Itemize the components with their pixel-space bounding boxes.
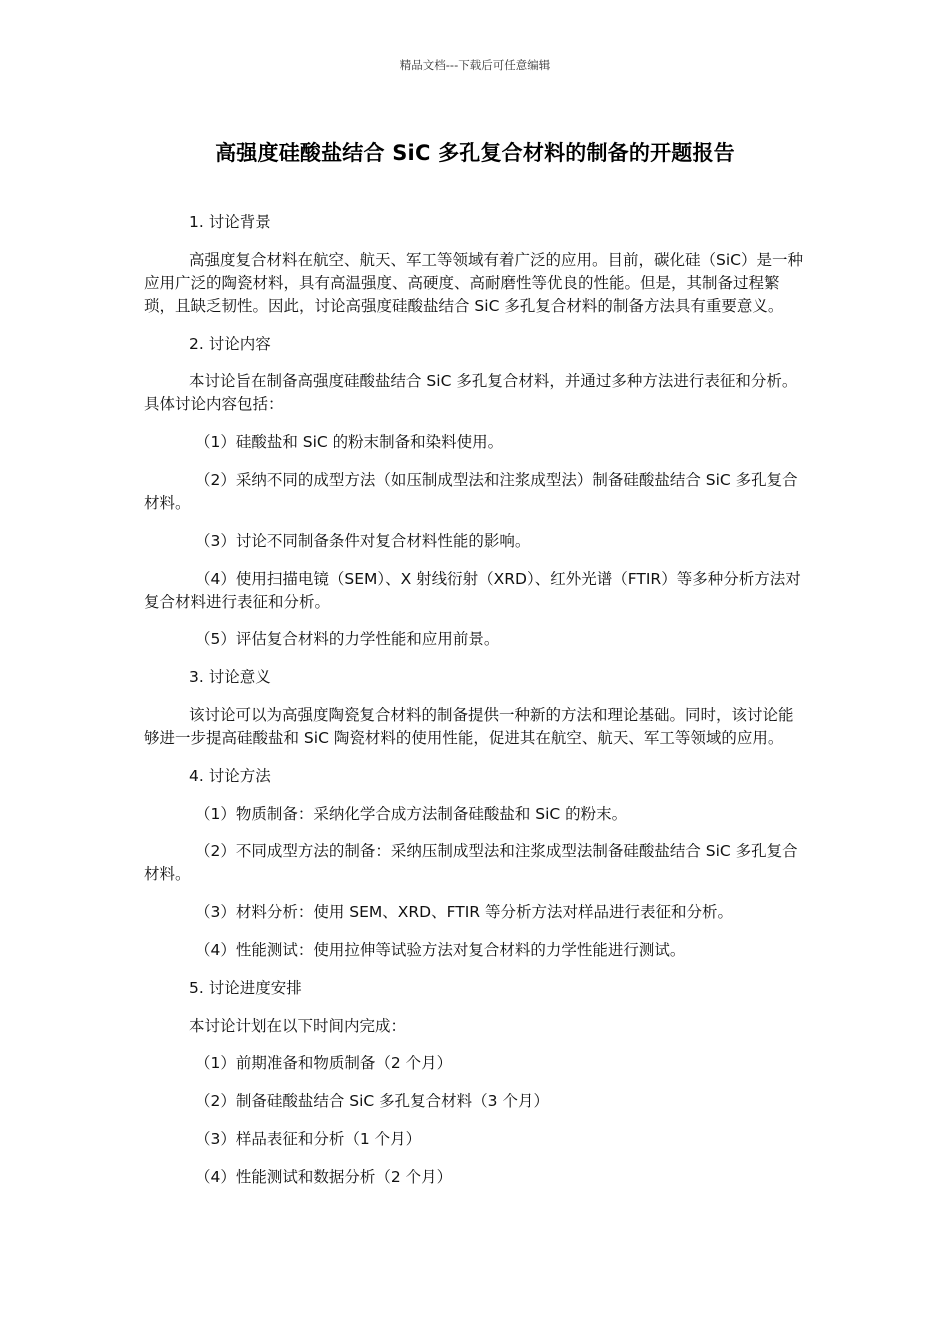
content-paragraph: 本讨论旨在制备高强度硅酸盐结合 SiC 多孔复合材料，并通过多种方法进行表征和分析。具体讨论内容包括： [144, 372, 798, 414]
methods-list-item: （4）性能测试：使用拉伸等试验方法对复合材料的力学性能进行测试。 [195, 940, 686, 959]
methods-list-item: （1）物质制备：采纳化学合成方法制备硅酸盐和 SiC 的粉末。 [195, 804, 628, 823]
background-paragraph: 高强度复合材料在航空、航天、军工等领域有着广泛的应用。目前，碳化硅（SiC）是一种应用广泛的陶瓷材料，具有高温强度、高硬度、高耐磨性等优良的性能。但是，其制备过程繁琐，且缺乏韧性。因此，讨论高强度硅酸盐结合 SiC 多孔复合材料的制备方法具有重要意义。 [144, 250, 803, 315]
methods-list-item: （2）不同成型方法的制备：采纳压制成型法和注浆成型法制备硅酸盐结合 SiC 多孔复合材料。 [144, 842, 798, 884]
methods-list-item: （3）材料分析：使用 SEM、XRD、FTIR 等分析方法对样品进行表征和分析。 [195, 903, 733, 922]
schedule-list-item: （1）前期准备和物质制备（2 个月） [195, 1054, 453, 1073]
schedule-list-item: （2）制备硅酸盐结合 SiC 多孔复合材料（3 个月） [195, 1092, 549, 1111]
content-list-item: （4）使用扫描电镜（SEM）、X 射线衍射（XRD）、红外光谱（FTIR）等多种分析方法对复合材料进行表征和分析。 [144, 569, 801, 611]
section-heading-significance: 3. 讨论意义 [189, 668, 271, 687]
schedule-intro: 本讨论计划在以下时间内完成： [189, 1016, 407, 1035]
content-list-item: （1）硅酸盐和 SiC 的粉末制备和染料使用。 [195, 433, 504, 452]
document-body [144, 211, 808, 1204]
section-heading-schedule: 5. 讨论进度安排 [189, 978, 302, 997]
schedule-list-item: （3）样品表征和分析（1 个月） [195, 1129, 422, 1148]
section-heading-methods: 4. 讨论方法 [189, 766, 271, 785]
section-heading-background: 1. 讨论背景 [189, 213, 271, 231]
schedule-list-item: （4）性能测试和数据分析（2 个月） [195, 1167, 453, 1186]
section-heading-content: 2. 讨论内容 [189, 334, 271, 353]
content-list-item: （3）讨论不同制备条件对复合材料性能的影响。 [195, 531, 531, 550]
significance-paragraph: 该讨论可以为高强度陶瓷复合材料的制备提供一种新的方法和理论基础。同时，该讨论能够进一步提高硅酸盐和 SiC 陶瓷材料的使用性能，促进其在航空、航天、军工等领域的应用。 [144, 705, 794, 747]
page-header-watermark: 精品文档---下载后可任意编辑 [399, 58, 551, 72]
document-title: 高强度硅酸盐结合 SiC 多孔复合材料的制备的开题报告 [215, 141, 735, 165]
content-list-item: （5）评估复合材料的力学性能和应用前景。 [195, 630, 500, 649]
content-list-item: （2）采纳不同的成型方法（如压制成型法和注浆成型法）制备硅酸盐结合 SiC 多孔复合材料。 [144, 470, 798, 512]
